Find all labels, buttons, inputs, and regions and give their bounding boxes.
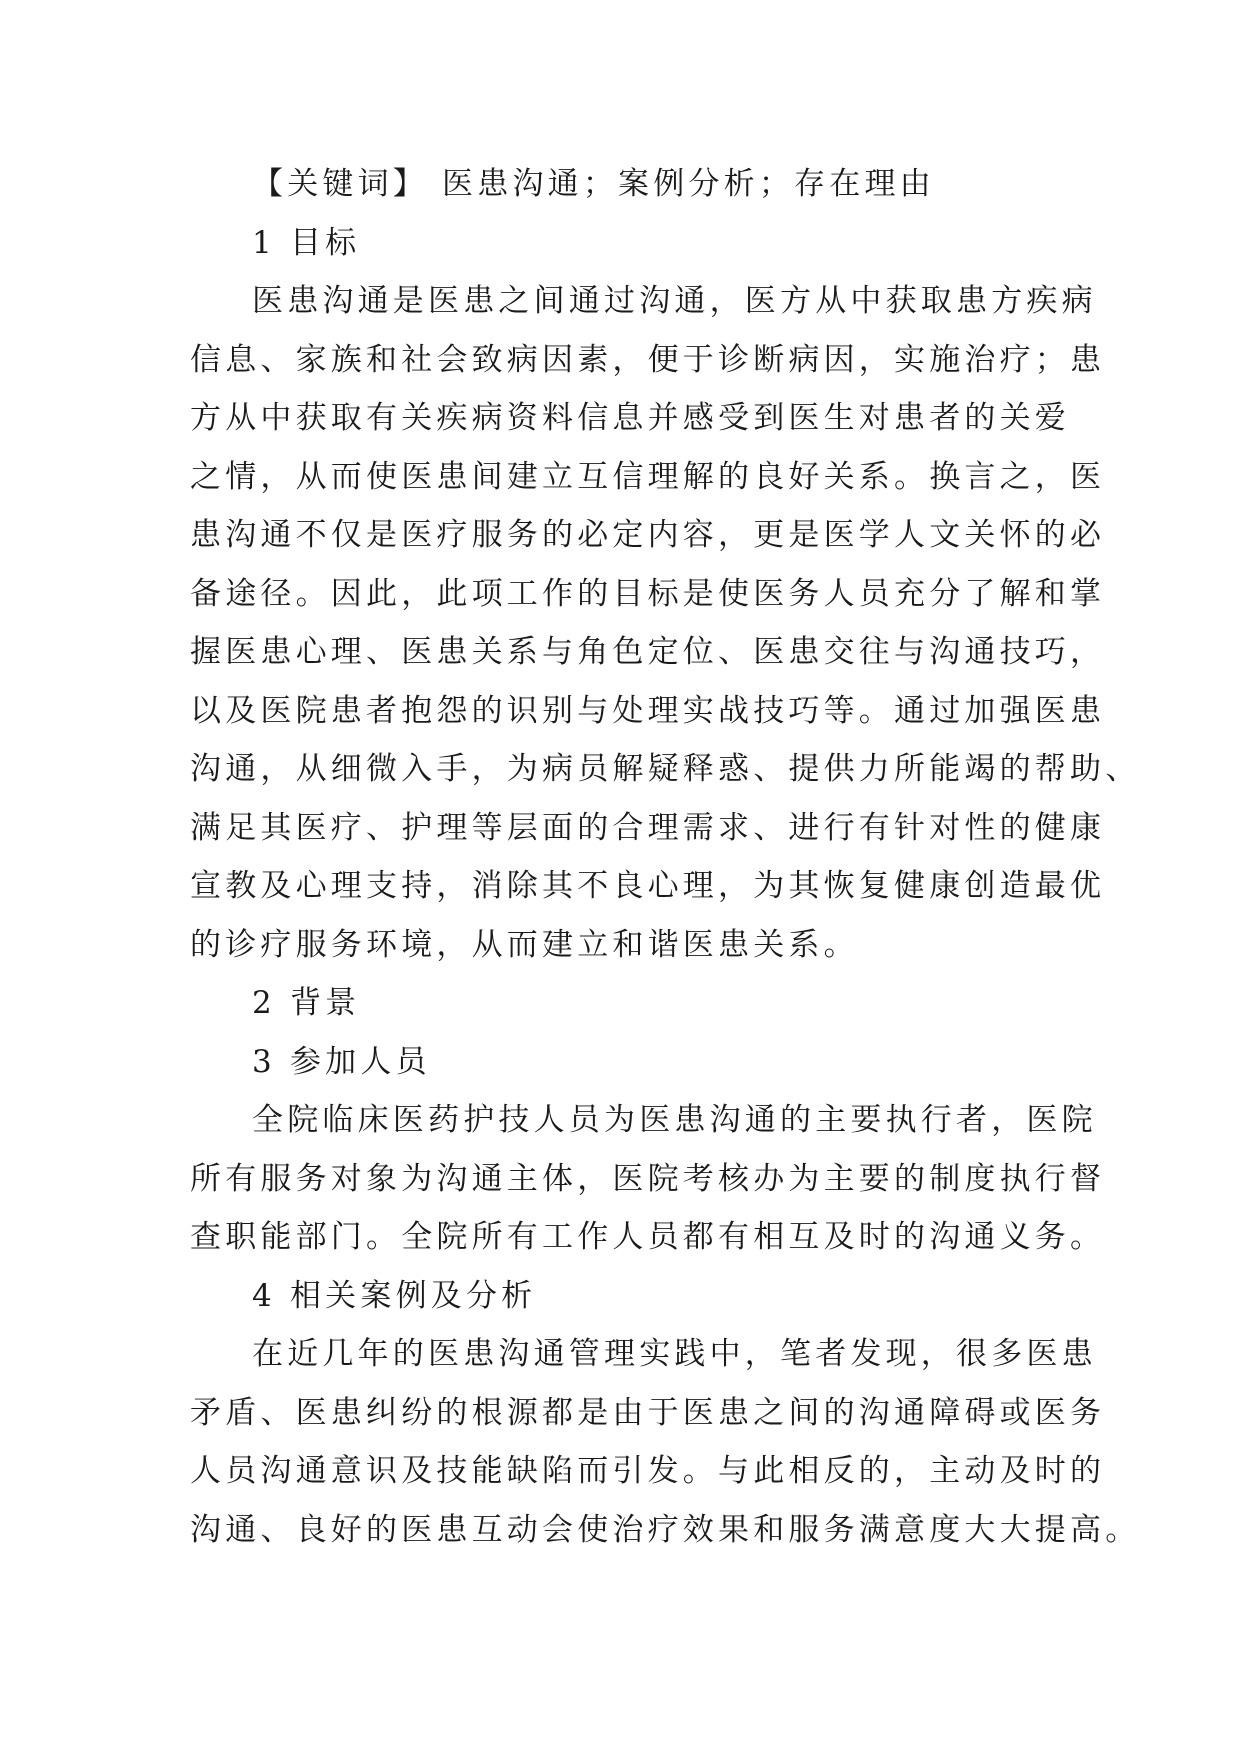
document-body [190,155,1141,1559]
paragraph-line: 备途径。因此，此项工作的目标是使医务人员充分了解和掌 [190,575,1106,612]
paragraph-line: 矛盾、医患纠纷的根源都是由于医患之间的沟通障碍或医务 [190,1394,1106,1431]
paragraph-line: 人员沟通意识及技能缺陷而引发。与此相反的，主动及时的 [190,1453,1106,1489]
paragraph-line: 信息、家族和社会致病因素，便于诊断病因，实施治疗；患 [190,341,1106,378]
paragraph-line: 以及医院患者抱怨的识别与处理实战技巧等。通过加强医患 [190,692,1106,729]
paragraph-line: 满足其医疗、护理等层面的合理需求、进行有针对性的健康 [190,809,1106,846]
paragraph-line: 全院临床医药护技人员为医患沟通的主要执行者，医院 [252,1102,1097,1138]
paragraph-line: 在近几年的医患沟通管理实践中，笔者发现，很多医患 [252,1336,1097,1372]
section-heading-goal: 1 目标 [252,224,361,261]
paragraph-line: 所有服务对象为沟通主体，医院考核办为主要的制度执行督 [190,1160,1106,1197]
paragraph-line: 医患沟通是医患之间通过沟通，医方从中获取患方疾病 [252,283,1097,319]
section-heading-participants: 3 参加人员 [252,1043,431,1080]
paragraph-participants [190,1091,1106,1267]
paragraph-line: 查职能部门。全院所有工作人员都有相互及时的沟通义务。 [190,1219,1106,1255]
section-heading-background: 2 背景 [252,985,361,1021]
paragraph-line: 方从中获取有关疾病资料信息并感受到医生对患者的关爱 [190,400,1070,436]
section-heading-cases: 4 相关案例及分析 [252,1277,537,1314]
paragraph-line: 沟通，从细微入手，为病员解疑释惑、提供力所能竭的帮助、 [190,751,1141,787]
paragraph-line: 宣教及心理支持，消除其不良心理，为其恢复健康创造最优 [190,868,1106,904]
paragraph-goal [190,272,1141,974]
paragraph-line: 握医患心理、医患关系与角色定位、医患交往与沟通技巧， [190,634,1106,670]
paragraph-cases [190,1325,1141,1559]
paragraph-line: 患沟通不仅是医疗服务的必定内容，更是医学人文关怀的必 [190,517,1106,553]
paragraph-line: 沟通、良好的医患互动会使治疗效果和服务满意度大大提高。 [190,1511,1141,1548]
paragraph-line: 的诊疗服务环境，从而建立和谐医患关系。 [190,926,859,963]
keywords-line: 【关键词】 医患沟通；案例分析；存在理由 [252,166,935,202]
paragraph-line: 之情，从而使医患间建立互信理解的良好关系。换言之，医 [190,458,1106,495]
